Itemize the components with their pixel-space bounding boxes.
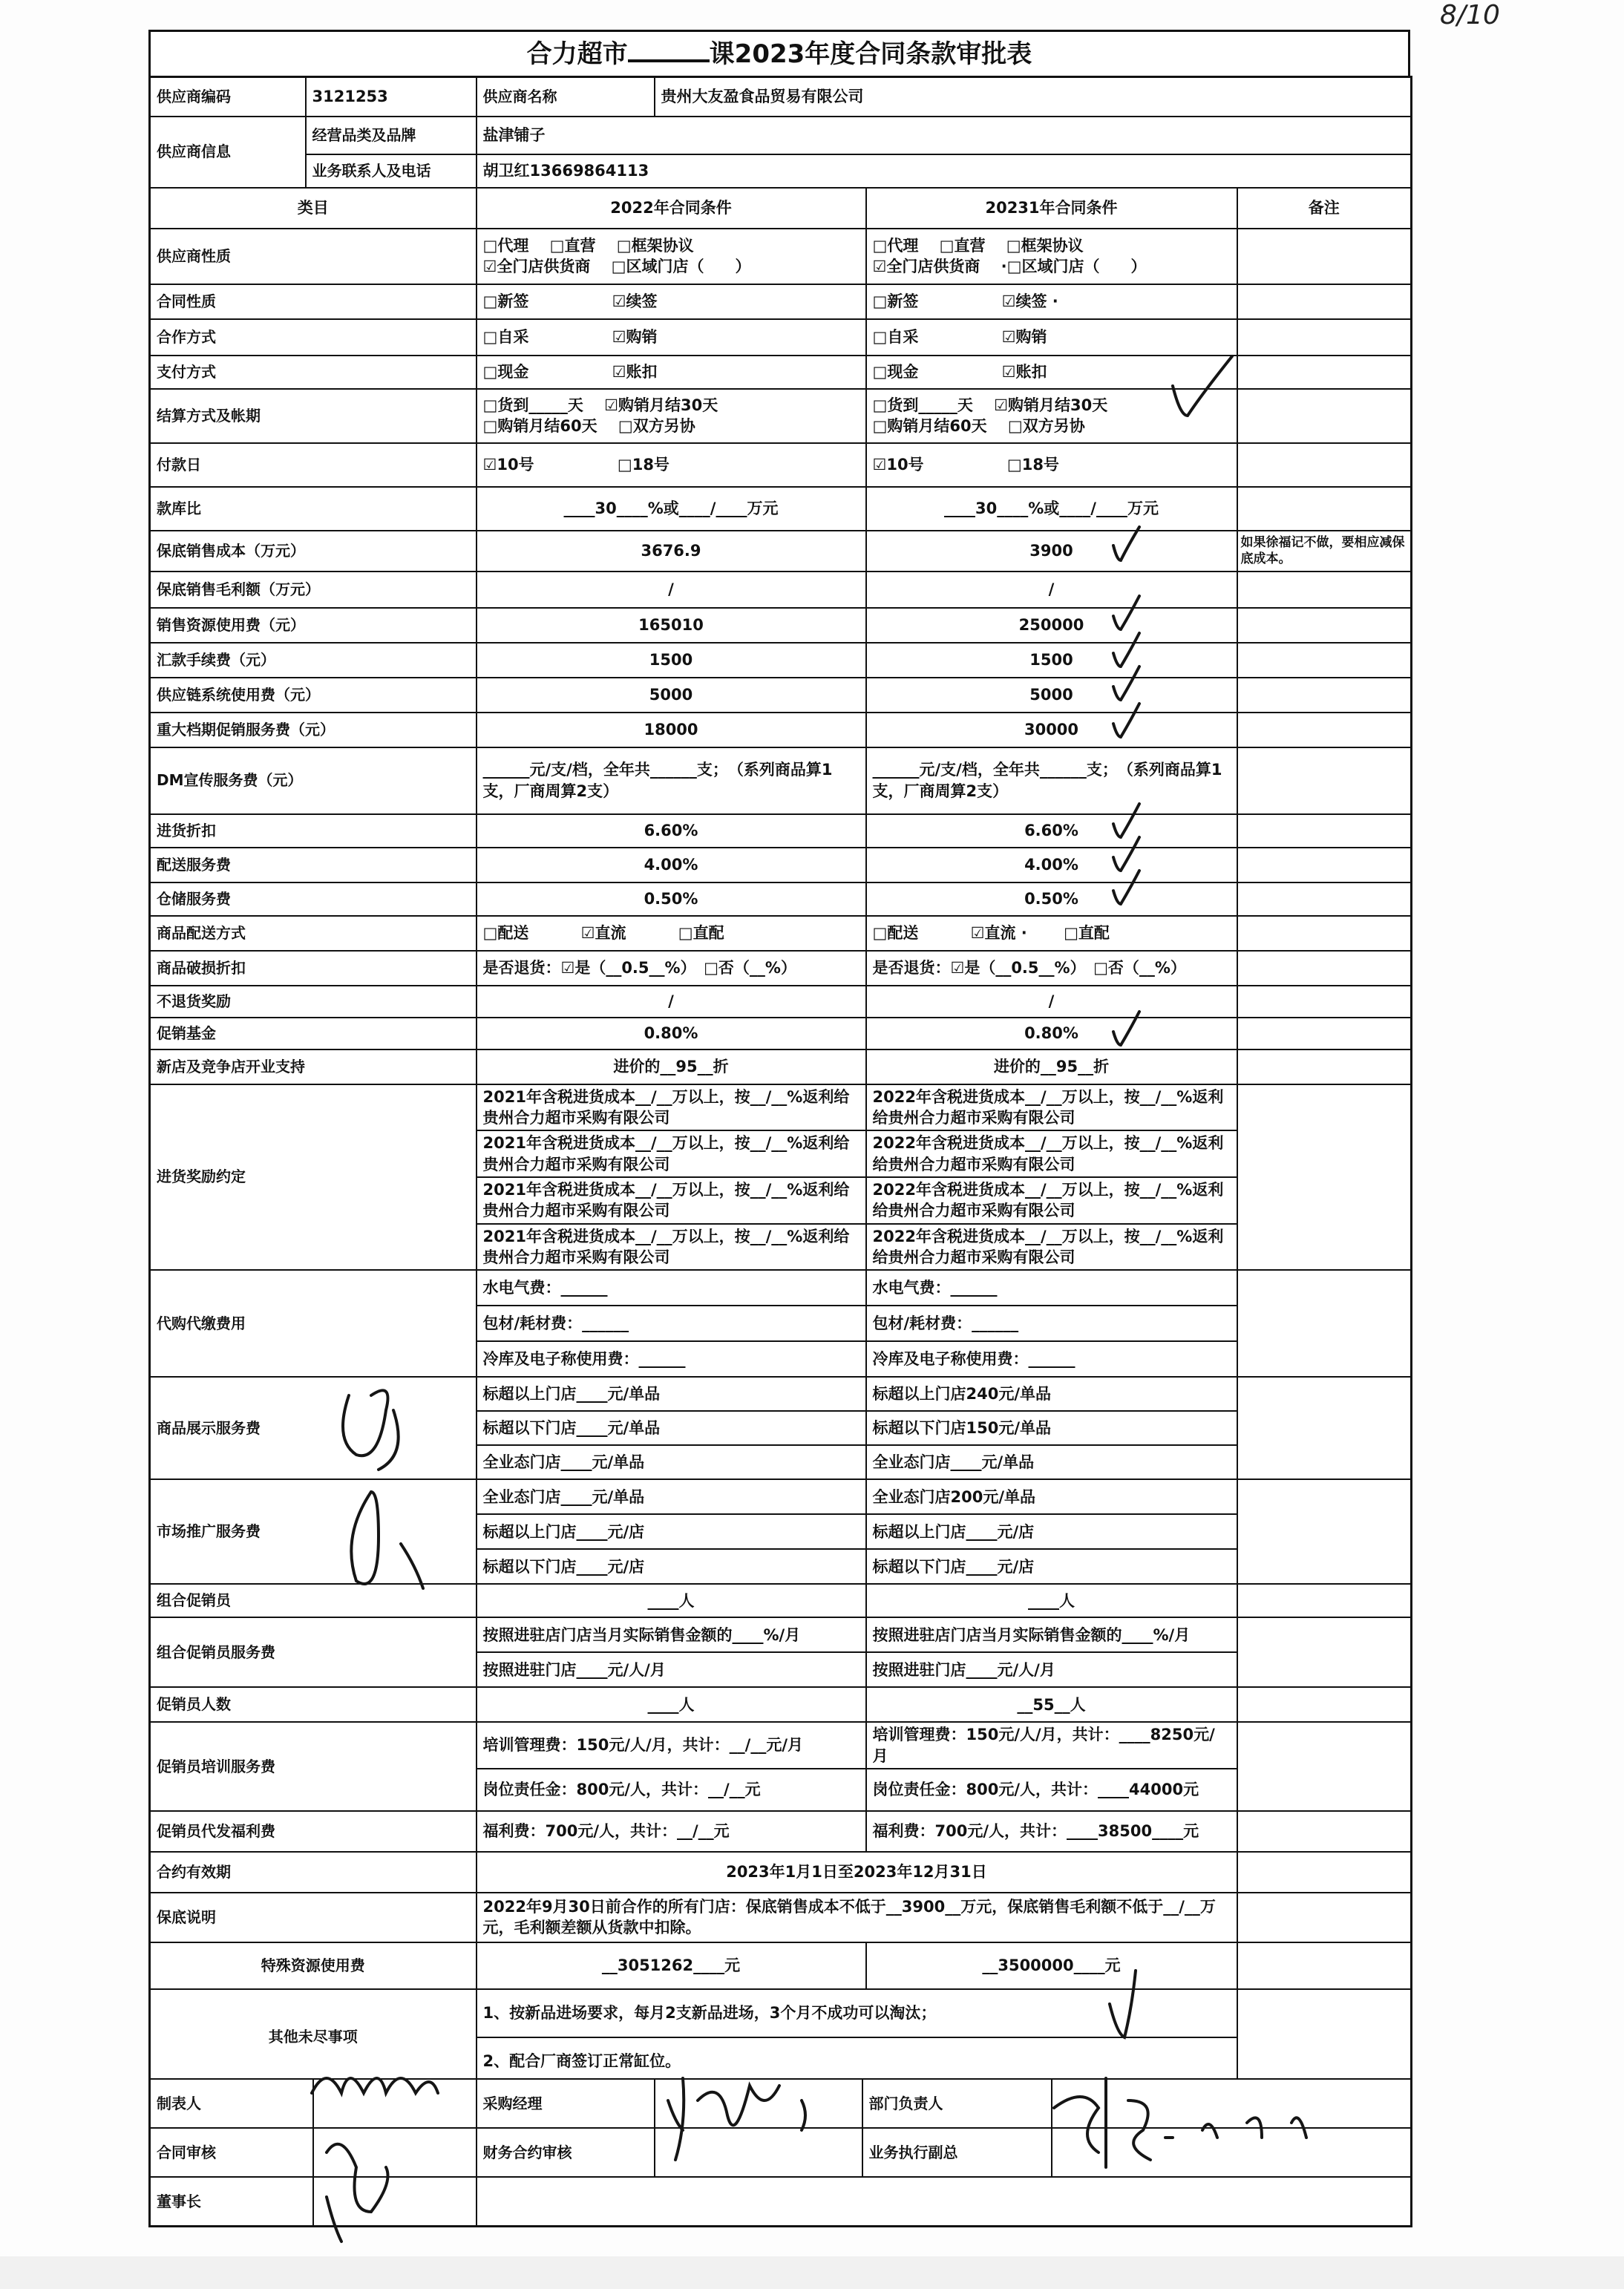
table-row [150, 1811, 1412, 1852]
row-label: 促销员培训服务费 [150, 1722, 477, 1811]
table-row [150, 747, 1412, 814]
maker-signature [313, 2079, 477, 2128]
merged-cell: 2022年9月30日前合作的所有门店：保底销售成本不低于__3900__万元，保底销售毛利额不低于__/__万元，毛利额差额从货款中扣除。 [477, 1893, 1237, 1942]
remark-cell [1237, 986, 1412, 1018]
cell-2022: 是否退货：☑是（__0.5__%） □否（__%） [477, 951, 866, 986]
remark-cell [1237, 1811, 1412, 1852]
finance-review-label: 财务合约审核 [477, 2128, 655, 2177]
cell-2022: 2021年含税进货成本__/__万以上，按__/__%返利给贵州合力超市采购有限公司 [477, 1130, 866, 1177]
row-label: 合作方式 [150, 319, 477, 356]
supplier-name-value: 贵州大友盈食品贸易有限公司 [655, 77, 1412, 117]
cell-2022: 0.50% [477, 882, 866, 916]
cell-2022: 冷库及电子称使用费：______ [477, 1341, 866, 1377]
category-label: 经营品类及品牌 [306, 117, 477, 154]
cell-2023: 250000 [866, 608, 1237, 643]
table-row [150, 882, 1412, 916]
cell-2023: 0.50% [866, 882, 1237, 916]
scan-bottom-edge [0, 2256, 1624, 2289]
cell-2022: 3676.9 [477, 531, 866, 572]
signoff-table [148, 2078, 1412, 2227]
cell-2022: □代理 □直营 □框架协议 ☑全门店供货商 □区域门店（ ） [477, 229, 866, 284]
merged-cell: 2、配合厂商签订正常缸位。 [477, 2037, 1237, 2086]
table-row [150, 1084, 1412, 1131]
contract-review-label: 合同审核 [150, 2128, 313, 2177]
cell-2022: 0.80% [477, 1018, 866, 1049]
cell-2023: 标超以上门店____元/店 [866, 1514, 1237, 1549]
cell-2023: □自采 ☑购销 [866, 319, 1237, 356]
cell-2023: 福利费：700元/人，共计：____38500____元 [866, 1811, 1237, 1852]
remark-cell [1237, 356, 1412, 389]
cell-2023: 包材/耗材费：______ [866, 1306, 1237, 1341]
table-row [150, 1584, 1412, 1617]
cell-2023: 2022年含税进货成本__/__万以上，按__/__%返利给贵州合力超市采购有限公司 [866, 1130, 1237, 1177]
header-2022: 2022年合同条件 [477, 188, 866, 229]
purchase-manager-label: 采购经理 [477, 2079, 655, 2128]
row-label: 合同性质 [150, 284, 477, 319]
cell-2022: ____人 [477, 1687, 866, 1722]
cell-2022: 4.00% [477, 848, 866, 882]
cell-2023: 标超以下门店____元/店 [866, 1549, 1237, 1584]
row-label: 保底销售成本（万元） [150, 531, 477, 572]
cell-2023: □代理 □直营 □框架协议 ☑全门店供货商 ·□区域门店（ ） [866, 229, 1237, 284]
contract-review-signature [313, 2128, 477, 2177]
cell-2023: 岗位责任金：800元/人，共计：____44000元 [866, 1769, 1237, 1811]
cell-2023: 水电气费：______ [866, 1270, 1237, 1306]
cell-2023: 2022年含税进货成本__/__万以上，按__/__%返利给贵州合力超市采购有限公司 [866, 1224, 1237, 1271]
row-label: 配送服务费 [150, 848, 477, 882]
dept-head-label: 部门负责人 [862, 2079, 1052, 2128]
cell-2023: 2022年含税进货成本__/__万以上，按__/__%返利给贵州合力超市采购有限公司 [866, 1084, 1237, 1131]
cell-2023: 按照进驻店门店当月实际销售金额的____%/月 [866, 1617, 1237, 1652]
remark-cell [1237, 713, 1412, 747]
cell-2022: □自采 ☑购销 [477, 319, 866, 356]
row-label: 促销员代发福利费 [150, 1811, 477, 1852]
cell-2022: □现金 ☑账扣 [477, 356, 866, 389]
cell-2022: 进价的__95__折 [477, 1049, 866, 1084]
row-label: 保底说明 [150, 1893, 477, 1942]
cell-2022: □货到_____天 ☑购销月结30天 □购销月结60天 □双方另协 [477, 389, 866, 443]
row-label: 重大档期促销服务费（元） [150, 713, 477, 747]
cell-2023: 4.00% [866, 848, 1237, 882]
header-item: 类目 [150, 188, 477, 229]
table-row [150, 1049, 1412, 1084]
row-label: 供应链系统使用费（元） [150, 678, 477, 713]
row-label: 支付方式 [150, 356, 477, 389]
header-row [150, 188, 1412, 229]
remark-cell [1237, 747, 1412, 814]
contact-label: 业务联系人及电话 [306, 154, 477, 188]
row-label: 汇款手续费（元） [150, 643, 477, 678]
cell-2023: __3500000____元 [866, 1942, 1237, 1989]
cell-2023: / [866, 986, 1237, 1018]
table-row [150, 1617, 1412, 1652]
remark-cell [1237, 443, 1412, 487]
dept-head-signature [1052, 2079, 1412, 2128]
table-row [150, 916, 1412, 951]
purchase-manager-signature [655, 2079, 862, 2128]
cell-2023: / [866, 572, 1237, 608]
remark-cell [1237, 1989, 1412, 2086]
cell-2023: 30000 [866, 713, 1237, 747]
table-row [150, 1852, 1412, 1893]
cell-2023: ____30____%或____/____万元 [866, 487, 1237, 531]
cell-2022: 包材/耗材费：______ [477, 1306, 866, 1341]
cell-2022: 按照进驻店门店当月实际销售金额的____%/月 [477, 1617, 866, 1652]
signoff-row-2 [150, 2128, 1412, 2177]
remark-cell [1237, 1479, 1412, 1584]
table-row [150, 678, 1412, 713]
row-label: 结算方式及帐期 [150, 389, 477, 443]
table-row [150, 284, 1412, 319]
cell-2022: 全业态门店____元/单品 [477, 1479, 866, 1514]
cell-2023: 标超以下门店150元/单品 [866, 1411, 1237, 1445]
table-row [150, 608, 1412, 643]
remark-cell [1237, 1687, 1412, 1722]
table-row [150, 848, 1412, 882]
vp-signature [1052, 2128, 1412, 2177]
table-row [150, 319, 1412, 356]
remark-cell [1237, 1617, 1412, 1687]
table-row [150, 1989, 1412, 2037]
supplier-name-label: 供应商名称 [477, 77, 655, 117]
row-label: 商品配送方式 [150, 916, 477, 951]
cell-2022: 2021年含税进货成本__/__万以上，按__/__%返利给贵州合力超市采购有限公司 [477, 1224, 866, 1271]
remark-cell [1237, 572, 1412, 608]
table-row [150, 1270, 1412, 1306]
remark-cell [1237, 1270, 1412, 1377]
row-label: 市场推广服务费 [150, 1479, 477, 1584]
cell-2022: 165010 [477, 608, 866, 643]
remark-cell [1237, 882, 1412, 916]
finance-review-signature [655, 2128, 862, 2177]
table-row [150, 1942, 1412, 1989]
merged-cell: 2023年1月1日至2023年12月31日 [477, 1852, 1237, 1893]
row-label: 销售资源使用费（元） [150, 608, 477, 643]
row-label: 促销员人数 [150, 1687, 477, 1722]
supplier-code-row [150, 77, 1412, 117]
remark-cell [1237, 1377, 1412, 1479]
table-row [150, 1377, 1412, 1411]
table-row [150, 356, 1412, 389]
cell-2022: 标超以下门店____元/店 [477, 1549, 866, 1584]
contact-value: 胡卫红13669864113 [477, 154, 1412, 188]
remark-cell [1237, 848, 1412, 882]
cell-2023: ____人 [866, 1584, 1237, 1617]
remark-cell [1237, 229, 1412, 284]
cell-2023: 3900 [866, 531, 1237, 572]
cell-2022: 2021年含税进货成本__/__万以上，按__/__%返利给贵州合力超市采购有限公司 [477, 1177, 866, 1224]
remark-cell [1237, 916, 1412, 951]
remark-cell [1237, 643, 1412, 678]
header-remark: 备注 [1237, 188, 1412, 229]
remark-cell [1237, 678, 1412, 713]
table-row [150, 951, 1412, 986]
remark-cell [1237, 487, 1412, 531]
remark-cell [1237, 1049, 1412, 1084]
table-row [150, 643, 1412, 678]
table-row [150, 814, 1412, 848]
cell-2023: __55__人 [866, 1687, 1237, 1722]
remark-cell [1237, 389, 1412, 443]
remark-cell [1237, 608, 1412, 643]
row-label: 保底销售毛利额（万元） [150, 572, 477, 608]
empty-cell [477, 2177, 1412, 2227]
table-row [150, 531, 1412, 572]
table-row [150, 986, 1412, 1018]
cell-2022: ____人 [477, 1584, 866, 1617]
remark-cell [1237, 1084, 1412, 1271]
table-row [150, 1018, 1412, 1049]
cell-2023: 按照进驻门店____元/人/月 [866, 1652, 1237, 1687]
row-label: 组合促销员 [150, 1584, 477, 1617]
cell-2022: 按照进驻门店____元/人/月 [477, 1652, 866, 1687]
cell-2023: □货到_____天 ☑购销月结30天 □购销月结60天 □双方另协 [866, 389, 1237, 443]
cell-2023: 1500 [866, 643, 1237, 678]
cell-2022: / [477, 572, 866, 608]
cell-2023: 进价的__95__折 [866, 1049, 1237, 1084]
cell-2022: / [477, 986, 866, 1018]
remark-cell [1237, 319, 1412, 356]
maker-label: 制表人 [150, 2079, 313, 2128]
cell-2022: □配送 ☑直流 □直配 [477, 916, 866, 951]
cell-2023: 6.60% [866, 814, 1237, 848]
row-label: 合约有效期 [150, 1852, 477, 1893]
cell-2022: 福利费：700元/人，共计：__/__元 [477, 1811, 866, 1852]
cell-2022: 2021年含税进货成本__/__万以上，按__/__%返利给贵州合力超市采购有限公司 [477, 1084, 866, 1131]
row-label: 仓储服务费 [150, 882, 477, 916]
row-label: 不退货奖励 [150, 986, 477, 1018]
row-label: 新店及竞争店开业支持 [150, 1049, 477, 1084]
row-label: DM宣传服务费（元） [150, 747, 477, 814]
cell-2022: 18000 [477, 713, 866, 747]
row-label: 商品展示服务费 [150, 1377, 477, 1479]
cell-2022: 培训管理费：150元/人/月，共计：__/__元/月 [477, 1722, 866, 1769]
remark-cell [1237, 284, 1412, 319]
table-row [150, 1687, 1412, 1722]
cell-2022: □新签 ☑续签 [477, 284, 866, 319]
remark-cell [1237, 1893, 1412, 1942]
table-row [150, 1722, 1412, 1769]
cell-2022: 5000 [477, 678, 866, 713]
cell-2023: 全业态门店____元/单品 [866, 1445, 1237, 1479]
table-row [150, 1479, 1412, 1514]
cell-2022: 水电气费：______ [477, 1270, 866, 1306]
supplier-code-value: 3121253 [306, 77, 477, 117]
cell-2023: ☑10号 □18号 [866, 443, 1237, 487]
supplier-code-label: 供应商编码 [150, 77, 306, 117]
cell-2022: 标超以上门店____元/店 [477, 1514, 866, 1549]
cell-2023: 0.80% [866, 1018, 1237, 1049]
row-label: 代购代缴费用 [150, 1270, 477, 1377]
row-label: 进货奖励约定 [150, 1084, 477, 1271]
remark-cell: 如果徐福记不做，要相应减保底成本。 [1237, 531, 1412, 572]
remark-cell [1237, 951, 1412, 986]
row-label: 商品破损折扣 [150, 951, 477, 986]
table-row [150, 443, 1412, 487]
table-row [150, 713, 1412, 747]
chairman-signature [313, 2177, 477, 2227]
row-label: 进货折扣 [150, 814, 477, 848]
remark-cell [1237, 1722, 1412, 1811]
cell-2023: 标超以上门店240元/单品 [866, 1377, 1237, 1411]
row-label: 组合促销员服务费 [150, 1617, 477, 1687]
category-value: 盐津铺子 [477, 117, 1412, 154]
supplier-contact-row [150, 154, 1412, 188]
title-blank [628, 37, 710, 62]
cell-2023: 5000 [866, 678, 1237, 713]
cell-2023: 冷库及电子称使用费：______ [866, 1341, 1237, 1377]
cell-2022: 岗位责任金：800元/人，共计：__/__元 [477, 1769, 866, 1811]
title-prefix: 合力超市 [526, 39, 628, 69]
merged-cell: 1、按新品进场要求，每月2支新品进场，3个月不成功可以淘汰； [477, 1989, 1237, 2037]
cell-2023: ______元/支/档，全年共______支； （系列商品算1支，厂商周算2支） [866, 747, 1237, 814]
cell-2022: ☑10号 □18号 [477, 443, 866, 487]
table-row [150, 389, 1412, 443]
cell-2023: 是否退货：☑是（__0.5__%） □否（__%） [866, 951, 1237, 986]
cell-2022: 标超以下门店____元/单品 [477, 1411, 866, 1445]
handwritten-page-mark: 8/10 [1440, 0, 1500, 30]
cell-2022: 6.60% [477, 814, 866, 848]
cell-2023: 全业态门店200元/单品 [866, 1479, 1237, 1514]
signoff-row-1 [150, 2079, 1412, 2128]
header-2023: 20231年合同条件 [866, 188, 1237, 229]
table-row [150, 1893, 1412, 1942]
cell-2022: ______元/支/档，全年共______支； （系列商品算1支，厂商周算2支） [477, 747, 866, 814]
cell-2022: 全业态门店____元/单品 [477, 1445, 866, 1479]
cell-2022: 标超以上门店____元/单品 [477, 1377, 866, 1411]
supplier-info-label: 供应商信息 [150, 117, 306, 188]
remark-cell [1237, 1584, 1412, 1617]
cell-2023: □现金 ☑账扣 [866, 356, 1237, 389]
remark-cell [1237, 1018, 1412, 1049]
supplier-category-row [150, 117, 1412, 154]
cell-2022: ____30____%或____/____万元 [477, 487, 866, 531]
cell-2023: 培训管理费：150元/人/月，共计：____8250元/月 [866, 1722, 1237, 1769]
cell-2023: □配送 ☑直流 · □直配 [866, 916, 1237, 951]
title-suffix: 课2023年度合同条款审批表 [709, 39, 1032, 69]
row-label: 款库比 [150, 487, 477, 531]
remark-cell [1237, 1942, 1412, 1989]
row-label: 特殊资源使用费 [150, 1942, 477, 1989]
remark-cell [1237, 1852, 1412, 1893]
table-row [150, 487, 1412, 531]
vp-label: 业务执行副总 [862, 2128, 1052, 2177]
table-row [150, 572, 1412, 608]
contract-approval-table [148, 76, 1412, 2086]
cell-2022: __3051262____元 [477, 1942, 866, 1989]
row-label: 付款日 [150, 443, 477, 487]
row-label: 供应商性质 [150, 229, 477, 284]
page-title [148, 30, 1410, 76]
cell-2022: 1500 [477, 643, 866, 678]
table-row [150, 229, 1412, 284]
cell-2023: 2022年含税进货成本__/__万以上，按__/__%返利给贵州合力超市采购有限公司 [866, 1177, 1237, 1224]
row-label: 其他未尽事项 [150, 1989, 477, 2086]
chairman-label: 董事长 [150, 2177, 313, 2227]
signoff-row-3 [150, 2177, 1412, 2227]
remark-cell [1237, 814, 1412, 848]
row-label: 促销基金 [150, 1018, 477, 1049]
cell-2023: □新签 ☑续签 · [866, 284, 1237, 319]
